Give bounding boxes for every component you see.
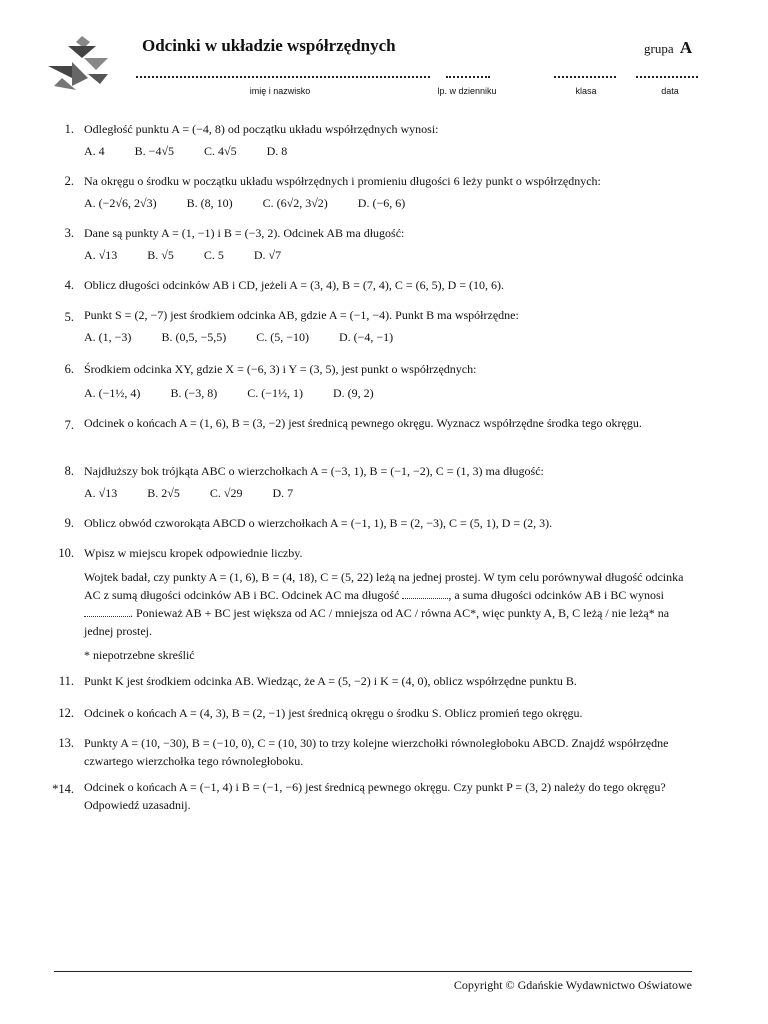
answer-options xyxy=(84,142,692,160)
copyright: Copyright © Gdańskie Wydawnictwo Oświatowe xyxy=(453,978,692,992)
question-text: Punkt S = (2, −7) jest środkiem odcinka AB, gdzie A = (−1, −4). Punkt B ma współrzędne: xyxy=(84,308,519,322)
question-11 xyxy=(84,672,692,690)
question-14 xyxy=(84,778,692,814)
answer-option[interactable]: B. −4√5 xyxy=(134,144,175,158)
group-value: A xyxy=(679,38,693,57)
question-2 xyxy=(84,172,692,212)
answer-option[interactable]: A. √13 xyxy=(84,248,118,262)
answer-option[interactable]: D. 7 xyxy=(272,486,294,500)
question-1 xyxy=(84,120,692,160)
paragraph-part: , a suma długości odcinków AB i BC wynosi xyxy=(448,588,664,602)
answer-options xyxy=(84,246,692,264)
number-label: lp. w dzienniku xyxy=(437,86,497,96)
group-indicator xyxy=(644,38,692,58)
paragraph-part: Wojtek badał, czy punkty A = (1, 6), B = (4, 18), C = (5, 22) leżą na jednej prostej. W tym celu porównywał długość odcinka AC z sumą długości odcinków AB i BC. Odcinek AC ma długość xyxy=(84,570,684,602)
question-5 xyxy=(84,306,692,346)
question-6 xyxy=(84,360,692,402)
paragraph-part: . Ponieważ AB + BC jest większa od AC / mniejsza od AC / równa AC*, więc punkty A, B, C leżą / nie leżą* na jednej prostej. xyxy=(84,606,670,638)
question-number: *14. xyxy=(52,782,74,796)
question-number: 9. xyxy=(64,516,74,530)
question-text: Dane są punkty A = (1, −1) i B = (−3, 2). Odcinek AB ma długość: xyxy=(84,226,405,240)
answer-option[interactable]: C. (−1½, 1) xyxy=(247,386,303,400)
question-number: 7. xyxy=(64,418,74,432)
question-text: Na okręgu o środku w początku układu współrzędnych i promieniu długości 6 leży punkt o współrzędnych: xyxy=(84,174,601,188)
answer-option[interactable]: D. (−6, 6) xyxy=(357,196,406,210)
answer-option[interactable]: A. (1, −3) xyxy=(84,330,132,344)
question-8 xyxy=(84,462,692,502)
footer-divider xyxy=(54,971,692,972)
question-number: 5. xyxy=(64,310,74,324)
question-number: 12. xyxy=(58,706,74,720)
answer-options xyxy=(84,194,692,212)
answer-option[interactable]: C. (6√2, 3√2) xyxy=(262,196,328,210)
question-4 xyxy=(84,276,692,294)
question-12 xyxy=(84,704,692,722)
question-text: Najdłuższy bok trójkąta ABC o wierzchołkach A = (−3, 1), B = (−1, −2), C = (1, 3) ma długość: xyxy=(84,464,544,478)
answer-option[interactable]: D. √7 xyxy=(253,248,282,262)
question-number: 4. xyxy=(64,278,74,292)
question-text: Odcinek o końcach A = (4, 3), B = (2, −1) jest średnicą okręgu o środku S. Oblicz promień tego okręgu. xyxy=(84,706,583,720)
date-label: data xyxy=(661,86,679,96)
question-text: Środkiem odcinka XY, gdzie X = (−6, 3) i Y = (3, 5), jest punkt o współrzędnych: xyxy=(84,362,477,376)
answer-option[interactable]: D. (9, 2) xyxy=(332,386,374,400)
blank-sum-length[interactable] xyxy=(84,606,130,617)
question-number: 1. xyxy=(64,122,74,136)
class-label: klasa xyxy=(575,86,597,96)
blank-ac-length[interactable] xyxy=(402,588,448,599)
question-number: 10. xyxy=(58,546,74,560)
publisher-logo xyxy=(48,34,116,90)
question-text: Oblicz długości odcinków AB i CD, jeżeli A = (3, 4), B = (7, 4), C = (6, 5), D = (10, 6). xyxy=(84,278,505,292)
question-text: Punkt K jest środkiem odcinka AB. Wiedząc, że A = (5, −2) i K = (4, 0), oblicz współrzędne punktu B. xyxy=(84,674,577,688)
date-field[interactable] xyxy=(636,70,698,78)
question-number: 3. xyxy=(64,226,74,240)
question-text: Wpisz w miejscu kropek odpowiednie liczby. xyxy=(84,546,303,560)
question-text: Odcinek o końcach A = (1, 6), B = (3, −2) jest średnicą pewnego okręgu. Wyznacz współrzędne środka tego okręgu. xyxy=(84,416,642,430)
name-label: imię i nazwisko xyxy=(249,86,311,96)
group-label: grupa xyxy=(644,41,674,56)
answer-option[interactable]: A. (−1½, 4) xyxy=(84,386,141,400)
class-field[interactable] xyxy=(554,70,616,78)
answer-option[interactable]: B. (8, 10) xyxy=(186,196,233,210)
question-9 xyxy=(84,514,692,532)
answer-option[interactable]: C. (5, −10) xyxy=(256,330,309,344)
answer-option[interactable]: D. (−4, −1) xyxy=(338,330,394,344)
answer-option[interactable]: A. √13 xyxy=(84,486,118,500)
answer-option[interactable]: B. √5 xyxy=(147,248,174,262)
answer-options xyxy=(84,384,692,402)
answer-option[interactable]: B. 2√5 xyxy=(147,486,180,500)
number-field[interactable] xyxy=(446,70,490,78)
question-7 xyxy=(84,414,692,432)
worksheet-title: Odcinki w układzie współrzędnych xyxy=(142,36,396,55)
answer-options xyxy=(84,328,692,346)
question-text: Oblicz obwód czworokąta ABCD o wierzchołkach A = (−1, 1), B = (2, −3), C = (5, 1), D = (2, 3). xyxy=(84,516,553,530)
answer-options xyxy=(84,484,692,502)
footnote: * niepotrzebne skreślić xyxy=(84,648,195,662)
answer-option[interactable]: C. 4√5 xyxy=(204,144,237,158)
answer-option[interactable]: C. √29 xyxy=(209,486,243,500)
answer-option[interactable]: D. 8 xyxy=(266,144,288,158)
question-13 xyxy=(84,734,692,770)
answer-option[interactable]: B. (−3, 8) xyxy=(170,386,218,400)
question-10 xyxy=(84,544,692,664)
answer-option[interactable]: C. 5 xyxy=(203,248,224,262)
answer-option[interactable]: B. (0,5, −5,5) xyxy=(161,330,227,344)
question-number: 11. xyxy=(58,674,74,688)
question-number: 2. xyxy=(64,174,74,188)
fill-in-paragraph xyxy=(84,568,692,640)
question-number: 6. xyxy=(64,362,74,376)
question-number: 8. xyxy=(64,464,74,478)
name-field[interactable] xyxy=(136,70,430,78)
question-text: Punkty A = (10, −30), B = (−10, 0), C = (10, 30) to trzy kolejne wierzchołki równoległoboku ABCD. Znajdź współrzędne czwartego wierzchołka tego równoległoboku. xyxy=(84,736,669,768)
question-3 xyxy=(84,224,692,264)
question-text: Odcinek o końcach A = (−1, 4) i B = (−1, −6) jest średnicą pewnego okręgu. Czy punkt P = (3, 2) należy do tego okręgu? Odpowiedź uzasadnij. xyxy=(84,780,666,812)
question-text: Odległość punktu A = (−4, 8) od początku układu współrzędnych wynosi: xyxy=(84,122,439,136)
answer-option[interactable]: A. 4 xyxy=(84,144,105,158)
question-number: 13. xyxy=(58,736,74,750)
answer-option[interactable]: A. (−2√6, 2√3) xyxy=(84,196,157,210)
